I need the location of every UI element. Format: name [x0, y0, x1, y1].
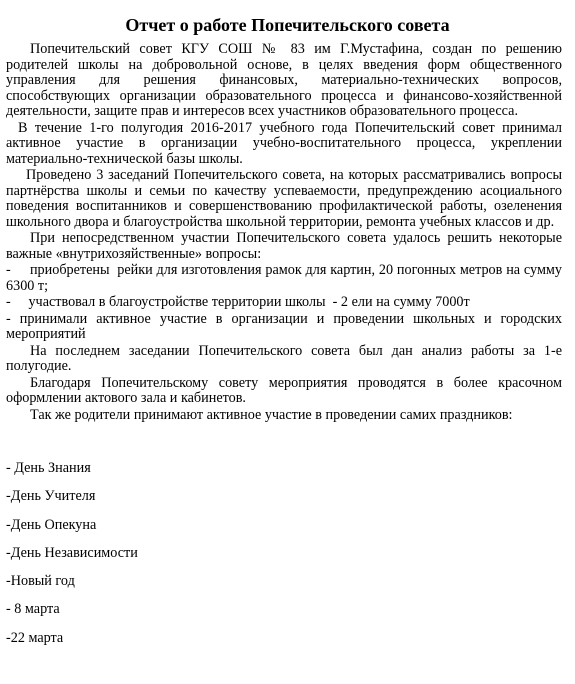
list-item: -День Опекуна — [6, 516, 97, 533]
paragraph-intro: Попечительский совет КГУ СОШ № 83 им Г.Мустафина, создан по решению родителей школы на добровольной основе, в целях введения форм общественного управления для решения финансовых, материально-технических вопросов, способствующих организации образовательного процесса и финансово-хозяйственной деятельности, защите прав и интересов всех участников образовательного процесса. — [6, 41, 562, 119]
report-body — [6, 41, 566, 424]
list-item: -Новый год — [6, 573, 75, 590]
bullet-slats-purchase: - приобретены рейки для изготовления рамок для картин, 20 погонных метров на сумму 6300 т; — [6, 262, 566, 294]
list-item: -День Независимости — [6, 544, 138, 561]
list-item: - 8 марта — [6, 601, 60, 618]
bullet-landscaping: - участвовал в благоустройстве территории школы - 2 ели на сумму 7000т — [6, 294, 470, 310]
paragraph-meetings: Проведено 3 заседаний Попечительского совета, на которых рассматривались вопросы партнёрства школы и семьи по качеству успеваемости, предупреждению асоциального поведения воспитанников и совершенствованию профилактической работы, озеленения школьного двора и благоустройства школьной территории, ремонта учебных классов и др. — [6, 167, 562, 230]
paragraph-household-issues: При непосредственном участии Попечительского совета удалось решить некоторые важные «внутрихозяйственные» вопросы: — [6, 230, 562, 262]
holiday-list — [6, 460, 562, 658]
list-item: -День Учителя — [6, 488, 96, 505]
paragraph-thanks: Благодаря Попечительскому совету мероприятия проводятся в более красочном оформлении актового зала и кабинетов. — [6, 374, 562, 406]
paragraph-first-half-year: В течение 1-го полугодия 2016-2017 учебного года Попечительский совет принимал активное участие в организации учебно-воспитательного процесса, укреплении материально-технической базы школы. — [6, 119, 562, 167]
list-item: - День Знания — [6, 460, 91, 476]
list-item: -22 марта — [6, 629, 64, 646]
bullet-school-events: - принимали активное участие в организации и проведении школьных и городских мероприятий — [6, 310, 562, 342]
paragraph-last-meeting: На последнем заседании Попечительского совета был дан анализ работы за 1-е полугодие. — [6, 342, 562, 374]
document-title: Отчет о работе Попечительского совета — [125, 15, 450, 35]
paragraph-holidays-intro: Так же родители принимают активное участие в проведении самих праздников: — [30, 406, 513, 423]
